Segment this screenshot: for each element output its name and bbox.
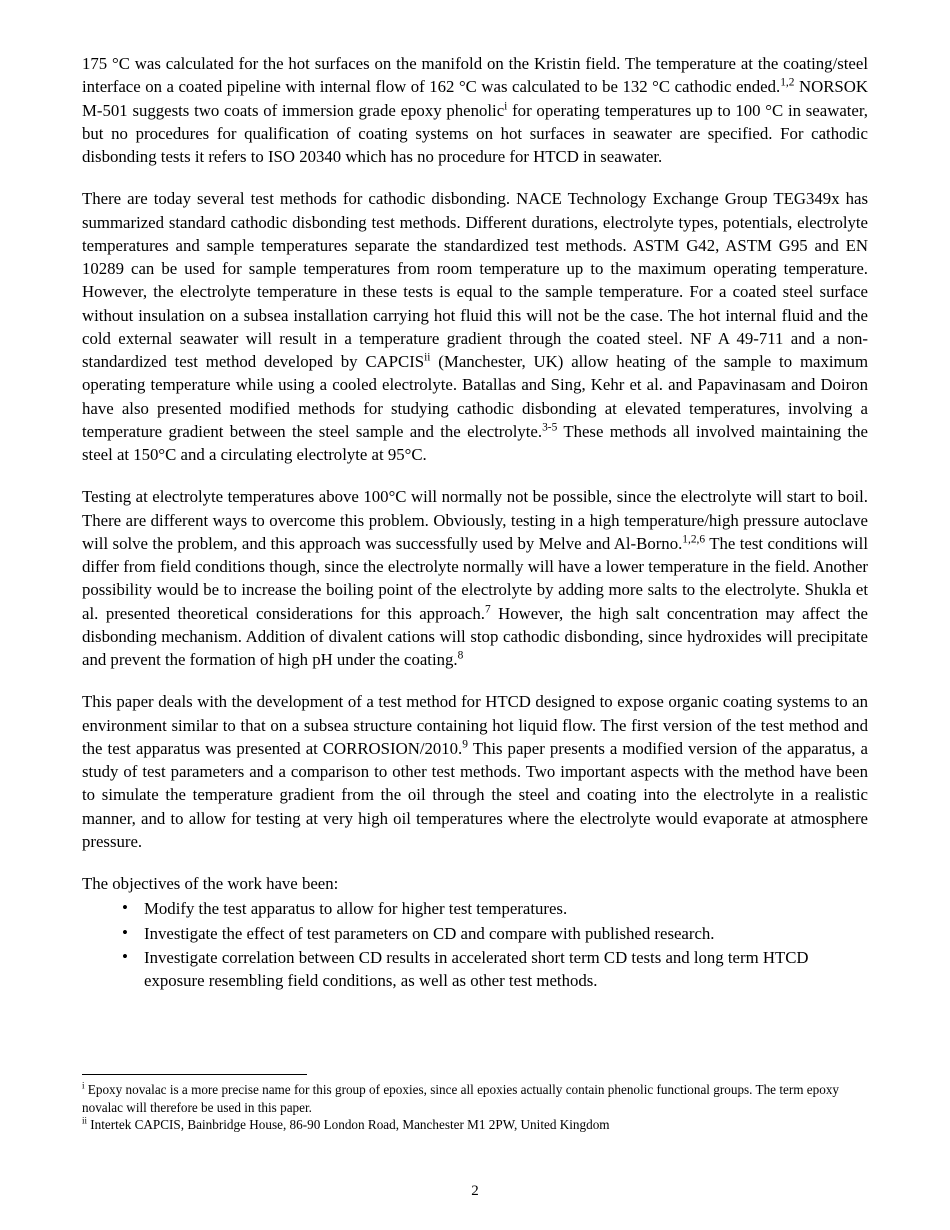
list-item: • Investigate correlation between CD results in accelerated short term CD tests and long term HTCD exposure resembling field conditions, as well as other test methods. — [144, 946, 868, 993]
page-number: 2 — [471, 1183, 479, 1199]
list-item: • Investigate the effect of test parameters on CD and compare with published research. — [144, 922, 868, 945]
list-item: • Modify the test apparatus to allow for higher test temperatures. — [144, 897, 868, 920]
objectives-intro: The objectives of the work have been: — [82, 874, 339, 893]
objectives-list — [82, 897, 868, 992]
paragraph-1: 175 °C was calculated for the hot surfaces on the manifold on the Kristin field. The temperature at the coating/steel interface on a coated pipeline with internal flow of 162 °C was calculated to be 132 °C cathodic ended.$^{1,2}$ NORSOK M-501 suggests two coats of immersion grade epoxy phenolic$^i$ for operating temperatures up to 100 °C in seawater, but no procedures for qualification of coating systems on hot surfaces in seawater are specified. For cathodic disbonding tests it refers to ISO 20340 which has no procedure for HTCD in seawater. — [82, 54, 869, 166]
footnote-1: $^i$ Epoxy novalac is a more precise name for this group of epoxies, since all epoxies actually contain phenolic functional groups. The term epoxy novalac will therefore be used in this paper. — [82, 1080, 840, 1115]
footnote-2: $^{ii}$ Intertek CAPCIS, Bainbridge House, 86-90 London Road, Manchester M1 2PW, United Kingdom — [82, 1116, 610, 1133]
footnote-separator-rule — [82, 1074, 307, 1075]
paragraph-4: This paper deals with the development of a test method for HTCD designed to expose organic coating systems to an environment similar to that on a subsea structure containing hot liquid flow. The first version of the test method and the test apparatus was presented at CORROSION/2010.$^9$ This paper presents a modified version of the apparatus, a study of test parameters and a comparison to other test methods. Two important aspects with the method have been to simulate the temperature gradient from the oil through the steel and coating into the electrolyte in a realistic manner, and to allow for testing at very high oil temperatures where the electrolyte would evaporate at atmosphere pressure. — [82, 692, 868, 851]
paragraph-2: There are today several test methods for cathodic disbonding. NACE Technology Exchange Group TEG349x has summarized standard cathodic disbonding test methods. Different durations, electrolyte types, potentials, electrolyte temperatures and sample temperatures separate the standardized test methods. ASTM G42, ASTM G95 and EN 10289 can be used for sample temperatures from room temperature up to the maximum operating temperature. However, the electrolyte temperature in these tests is equal to the sample temperature. For a coated steel surface without insulation on a subsea installation carrying hot fluid this will not be the case. The hot internal fluid and the cold external seawater will result in a temperature gradient through the coated steel. NF A 49-711 and a non-standardized test method developed by CAPCIS$^{ii}$ (Manchester, UK) allow heating of the sample to maximum operating temperature while using a cooled electrolyte. Batallas and Sing, Kehr et al. and Papavinasam and Doiron have also presented modified methods for studying cathodic disbonding at elevated temperatures, involving a temperature gradient between the steel sample and the electrolyte.$^{3-5}$ These methods all involved maintaining the steel at 150°C and a circulating electrolyte at 95°C. — [82, 189, 869, 464]
footnote-area — [82, 1074, 868, 1134]
paragraph-3: Testing at electrolyte temperatures above 100°C will normally not be possible, since the electrolyte will start to boil. There are different ways to overcome this problem. Obviously, testing in a high temperature/high pressure autoclave will solve the problem, and this approach was successfully used by Melve and Al-Borno.$^{1,2,6}$ The test conditions will differ from field conditions though, since the electrolyte normally will have a lower temperature in the field. Another possibility would be to increase the boiling point of the electrolyte by adding more salts to the electrolyte. Shukla et al. presented theoretical considerations for this approach.$^7$ However, the high salt concentration may affect the disbonding mechanism. Addition of divalent cations will stop cathodic disbonding, since hydroxides will precipitate and prevent the formation of high pH under the coating.$^8$ — [82, 487, 869, 669]
